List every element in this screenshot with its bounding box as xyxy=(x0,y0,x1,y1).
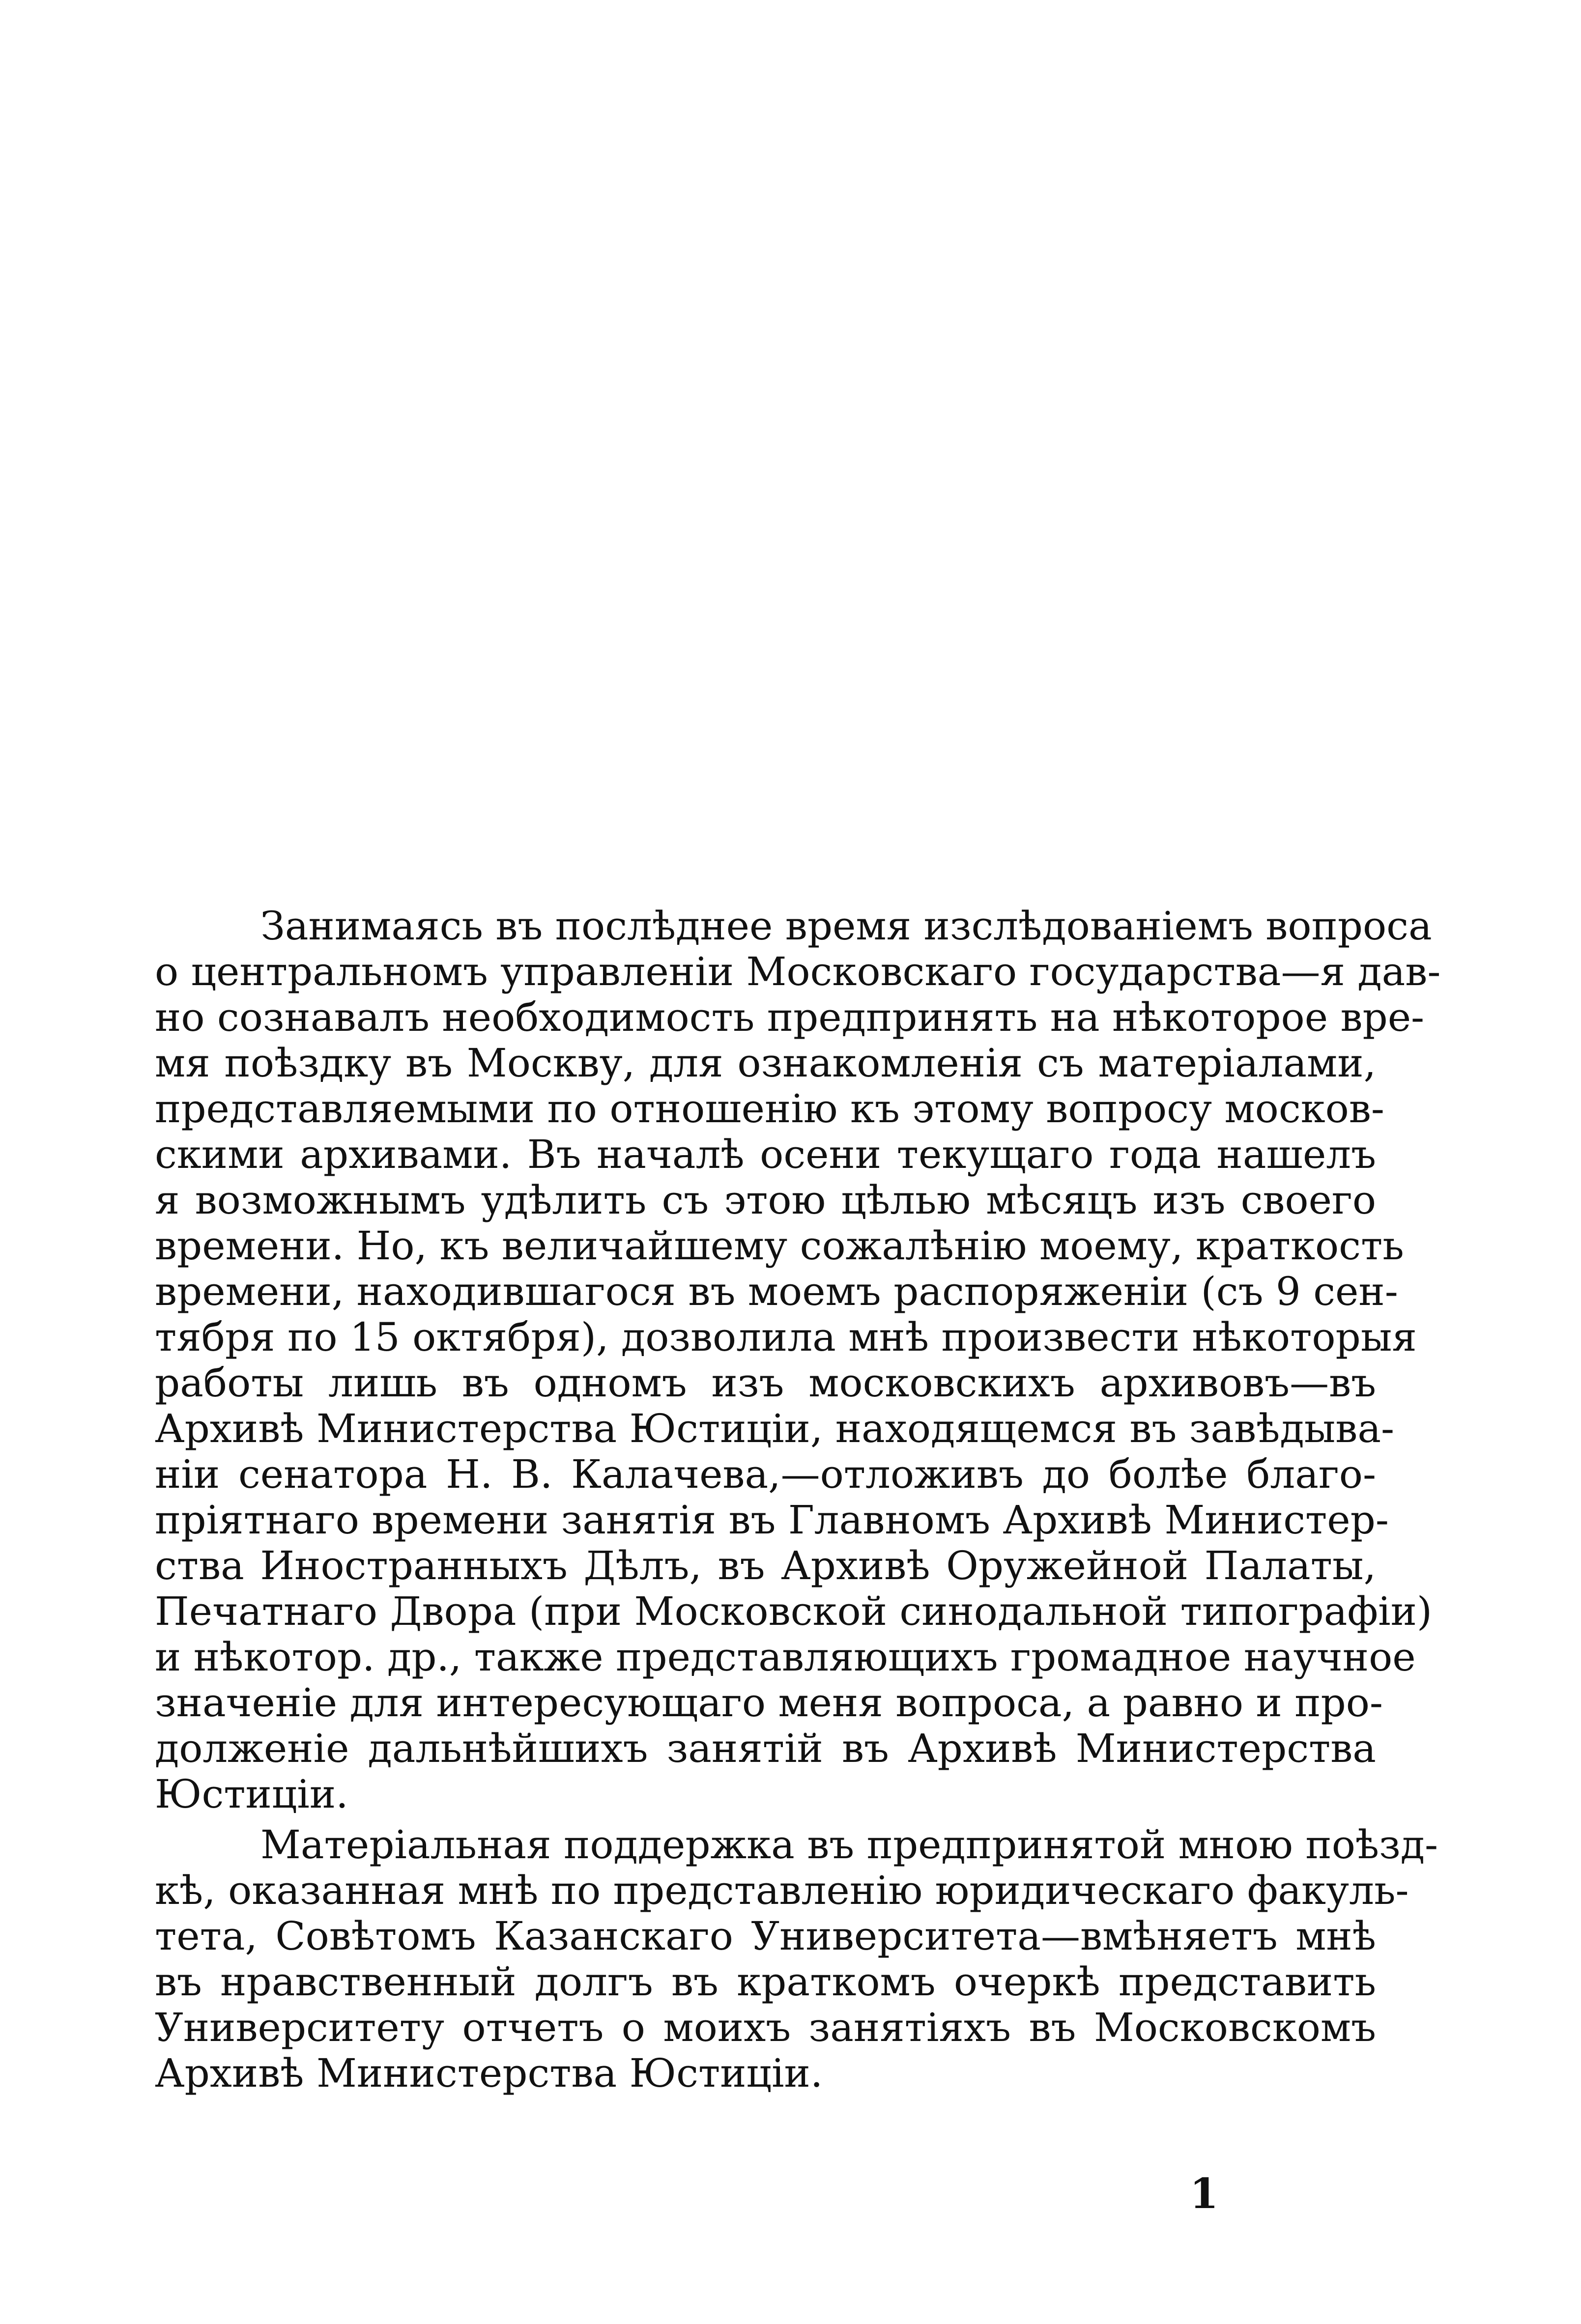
text-line: представляемыми по отношенію къ этому вопросу москов- xyxy=(155,1086,1384,1132)
text-line: времени. Но, къ величайшему сожалѣнію моему, краткость xyxy=(155,1223,1404,1269)
text-line: Занимаясь въ послѣднее время изслѣдованіемъ вопроса xyxy=(260,903,1432,949)
text-line: въ нравственный долгъ въ краткомъ очеркѣ представить xyxy=(155,1959,1376,2005)
text-line: я возможнымъ удѣлить съ этою цѣлью мѣсяцъ изъ своего xyxy=(155,1177,1376,1223)
text-line: долженіе дальнѣйшихъ занятій въ Архивѣ Министерства xyxy=(155,1726,1376,1771)
text-line: Печатнаго Двора (при Московской синодальной типографіи) xyxy=(155,1588,1433,1634)
body-text xyxy=(155,903,1441,2096)
text-line: времени, находившагося въ моемъ распоряженіи (съ 9 сен- xyxy=(155,1269,1398,1314)
text-line: о центральномъ управленіи Московскаго государства—я дав- xyxy=(155,949,1441,994)
text-line: Архивѣ Министерства Юстиціи, находящемся въ завѣдыва- xyxy=(155,1406,1395,1451)
text-line: но сознавалъ необходимость предпринять на нѣкоторое вре- xyxy=(155,994,1425,1040)
text-line: ніи сенатора Н. В. Калачева,—отложивъ до болѣе благо- xyxy=(155,1451,1376,1497)
text-line: мя поѣздку въ Москву, для ознакомленія съ матеріалами, xyxy=(155,1040,1376,1086)
text-line: Юстиціи. xyxy=(155,1771,348,1817)
text-line: скими архивами. Въ началѣ осени текущаго года нашелъ xyxy=(155,1132,1376,1177)
text-line: Архивѣ Министерства Юстиціи. xyxy=(155,2050,823,2096)
text-line: Матеріальная поддержка въ предпринятой мною поѣзд- xyxy=(260,1822,1438,1868)
paragraph xyxy=(155,1822,1438,2096)
text-line: кѣ, оказанная мнѣ по представленію юридическаго факуль- xyxy=(155,1868,1409,1913)
text-line: значеніе для интересующаго меня вопроса, а равно и про- xyxy=(155,1680,1383,1726)
text-line: работы лишь въ одномъ изъ московскихъ архивовъ—въ xyxy=(155,1360,1376,1406)
page-number: 1 xyxy=(1189,2169,1219,2218)
paragraph xyxy=(155,903,1441,1817)
text-line: тября по 15 октября), дозволила мнѣ произвести нѣкоторыя xyxy=(155,1314,1417,1360)
text-line: и нѣкотор. др., также представляющихъ громадное научное xyxy=(155,1634,1416,1680)
text-line: пріятнаго времени занятія въ Главномъ Архивѣ Министер- xyxy=(155,1497,1389,1543)
text-line: Университету отчетъ о моихъ занятіяхъ въ Московскомъ xyxy=(155,2005,1376,2050)
text-line: ства Иностранныхъ Дѣлъ, въ Архивѣ Оружейной Палаты, xyxy=(155,1543,1376,1588)
text-line: тета, Совѣтомъ Казанскаго Университета—вмѣняетъ мнѣ xyxy=(155,1913,1376,1959)
